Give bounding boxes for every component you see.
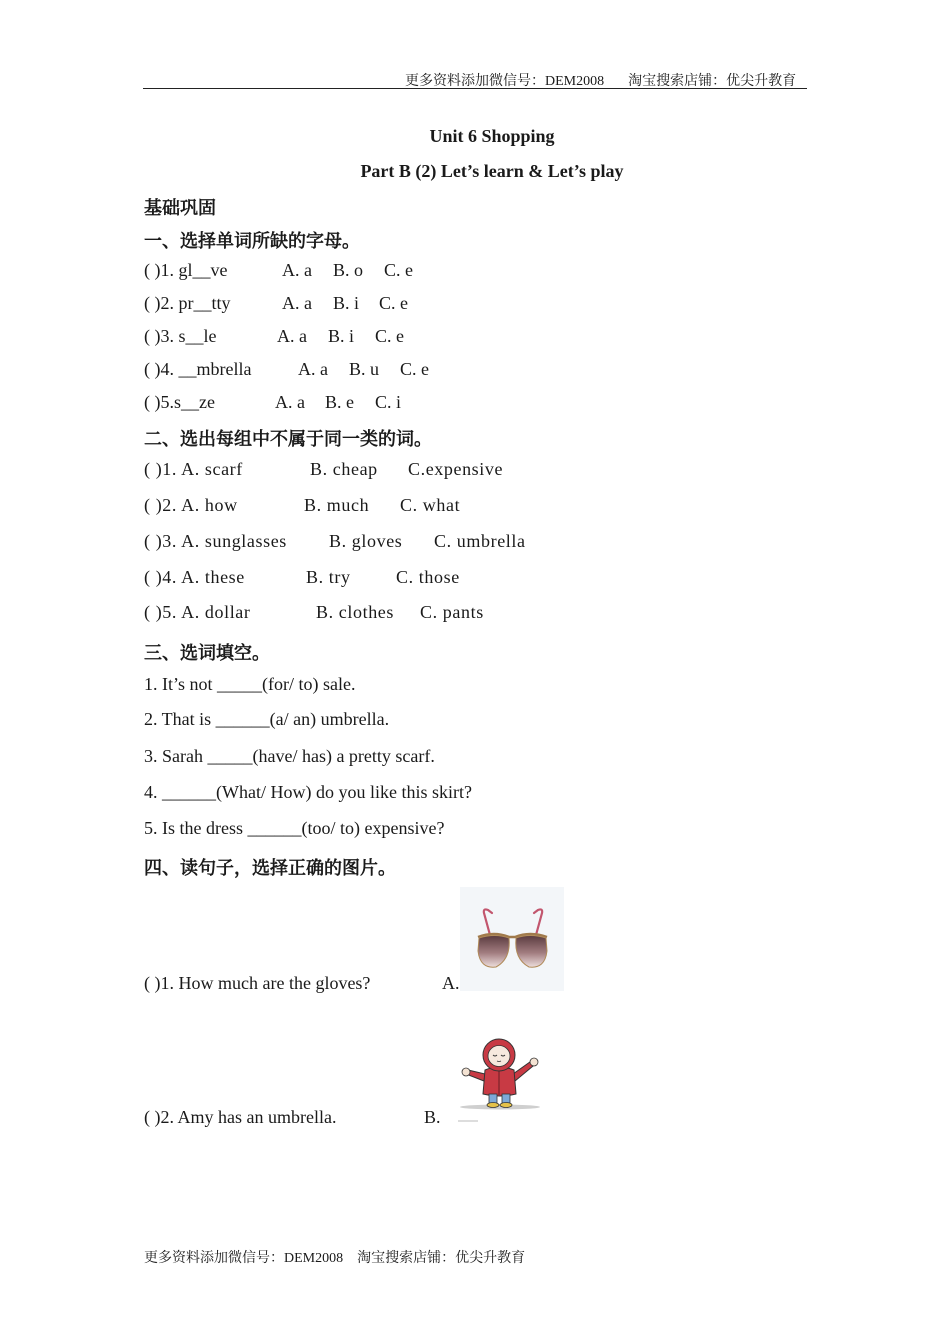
s1-q2-stem: ( )2. pr__tty — [144, 293, 231, 313]
s1-q4-b: B. u — [349, 359, 380, 379]
s1-q1-stem: ( )1. gl__ve — [144, 260, 228, 280]
s2-q1-stem: ( )1. A. scarf — [144, 459, 243, 479]
s4-q2-stem: ( )2. Amy has an umbrella. — [144, 1107, 337, 1127]
s1-q4-c: C. e — [400, 359, 429, 379]
s1-question-4 — [144, 359, 429, 380]
s1-q4-a: A. a — [298, 359, 328, 379]
section3-heading: 三、选词填空。 — [144, 643, 270, 664]
s1-q3-a: A. a — [277, 326, 307, 346]
s1-q1-c: C. e — [384, 260, 413, 280]
s2-q5-stem: ( )5. A. dollar — [144, 602, 251, 622]
s1-q5-a: A. a — [275, 392, 305, 412]
header-wechat: 更多资料添加微信号：DEM2008 — [405, 74, 605, 89]
section2-heading: 二、选出每组中不属于同一类的词。 — [144, 429, 432, 450]
s3-question-1: 1. It’s not _____(for/ to) sale. — [144, 674, 356, 694]
s1-q2-a: A. a — [282, 293, 312, 313]
s2-q2-b: B. much — [304, 495, 370, 515]
part-title: Part B (2) Let’s learn & Let’s play — [360, 161, 624, 181]
sunglasses-image — [460, 887, 564, 991]
s2-question-2 — [144, 495, 460, 516]
s1-q5-c: C. i — [375, 392, 402, 412]
unit-title: Unit 6 Shopping — [429, 126, 555, 146]
s2-q3-b: B. gloves — [329, 531, 403, 551]
s1-q2-b: B. i — [333, 293, 360, 313]
footer-shop: 淘宝搜索店铺：优尖升教育 — [357, 1251, 526, 1266]
s1-question-3 — [144, 326, 404, 347]
s1-q5-stem: ( )5.s__ze — [144, 392, 215, 412]
page-footer — [144, 1247, 525, 1267]
section4-heading: 四、读句子，选择正确的图片。 — [144, 858, 396, 879]
s2-q2-stem: ( )2. A. how — [144, 495, 238, 515]
page-header — [405, 70, 796, 90]
s1-q3-c: C. e — [375, 326, 404, 346]
s4-q1-stem: ( )1. How much are the gloves? — [144, 973, 371, 993]
s2-q3-stem: ( )3. A. sunglasses — [144, 531, 287, 551]
s1-q3-stem: ( )3. s__le — [144, 326, 217, 346]
section-basic: 基础巩固 — [144, 198, 216, 219]
header-rule — [143, 88, 807, 89]
s3-question-2: 2. That is ______(a/ an) umbrella. — [144, 709, 390, 729]
s4-q2-option: B. — [424, 1107, 441, 1127]
s2-q5-b: B. clothes — [316, 602, 394, 622]
s2-q4-c: C. those — [396, 567, 460, 587]
s2-q4-stem: ( )4. A. these — [144, 567, 245, 587]
s1-question-2 — [144, 293, 408, 314]
s4-question-1 — [144, 973, 460, 994]
footer-wechat: 更多资料添加微信号：DEM2008 — [144, 1251, 344, 1266]
s2-question-3 — [144, 531, 526, 552]
s2-q4-b: B. try — [306, 567, 351, 587]
s1-q3-b: B. i — [328, 326, 355, 346]
s1-q2-c: C. e — [379, 293, 408, 313]
s2-q1-c: C.expensive — [408, 459, 504, 479]
header-shop: 淘宝搜索店铺：优尖升教育 — [628, 74, 797, 89]
s2-q5-c: C. pants — [420, 602, 484, 622]
s2-q2-c: C. what — [400, 495, 461, 515]
s4-question-2 — [144, 1107, 441, 1128]
s1-q5-b: B. e — [325, 392, 354, 412]
s2-q1-b: B. cheap — [310, 459, 378, 479]
s2-question-1 — [144, 459, 503, 480]
s3-question-5: 5. Is the dress ______(too/ to) expensive? — [144, 818, 445, 838]
s2-q3-c: C. umbrella — [434, 531, 526, 551]
s2-question-4 — [144, 567, 460, 588]
s3-question-4: 4. ______(What/ How) do you like this skirt? — [144, 782, 472, 802]
s1-q1-b: B. o — [333, 260, 364, 280]
s1-q4-stem: ( )4. __mbrella — [144, 359, 252, 379]
s3-question-3: 3. Sarah _____(have/ has) a pretty scarf. — [144, 746, 435, 766]
s1-q1-a: A. a — [282, 260, 312, 280]
s4-q1-option: A. — [442, 973, 460, 993]
s1-question-5 — [144, 392, 401, 413]
section1-heading: 一、选择单词所缺的字母。 — [144, 231, 360, 252]
child-in-red-coat-image — [458, 1034, 546, 1124]
s2-question-5 — [144, 602, 484, 623]
s1-question-1 — [144, 260, 413, 281]
